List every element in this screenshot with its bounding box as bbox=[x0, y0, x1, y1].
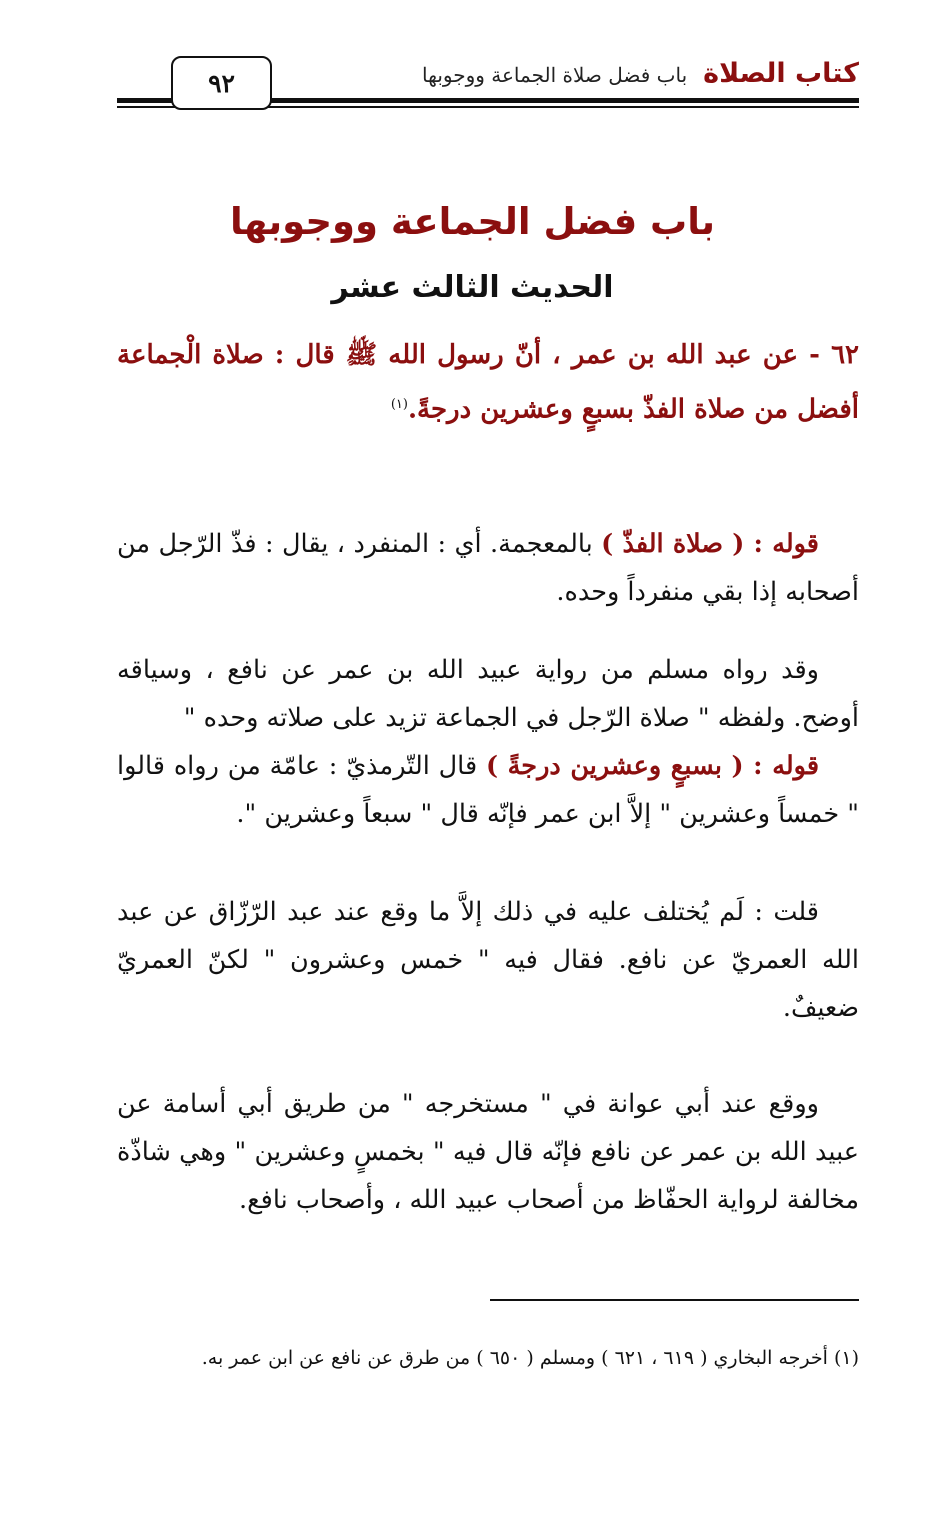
hadith-body: ٦٢ - عن عبد الله بن عمر ، أنّ رسول الله ﷺ قال : صلاة الْجماعة أفضل من صلاة الفذّ بسبعٍ وعشرين درجةً. bbox=[117, 340, 859, 425]
footnote: (١) أخرجه البخاري ( ٦١٩ ، ٦٢١ ) ومسلم ( ٦٥٠ ) من طرق عن نافع عن ابن عمر به. bbox=[201, 1347, 859, 1369]
paragraph-text: قلت : لَم يُختلف عليه في ذلك إلاَّ ما وقع عند عبد الرّزّاق عن عبد الله العمريّ عن نافع. فقال فيه " خمس وعشرون " لكنّ العمريّ ضعيفٌ. bbox=[117, 897, 859, 1023]
commentary-paragraph bbox=[117, 646, 859, 742]
hadith-text bbox=[117, 330, 859, 435]
running-chapter-title: باب فضل صلاة الجماعة ووجوبها bbox=[422, 63, 688, 87]
footnote-reference: (١) bbox=[390, 397, 408, 412]
paragraph-text: قال التّرمذيّ : عامّة من رواه قالوا " خمساً وعشرين " إلاَّ ابن عمر فإنّه قال " سبعاً وعشرين ". bbox=[117, 751, 859, 829]
page-number: ٩٢ bbox=[171, 56, 272, 110]
paragraph-text: ووقع عند أبي عوانة في " مستخرجه " من طريق أبي أسامة عن عبيد الله بن عمر عن نافع فإنّه قال فيه " بخمسٍ وعشرين " وهي شاذّة مخالفة لرواية الحفّاظ من أصحاب عبيد الله ، وأصحاب نافع. bbox=[117, 1089, 859, 1215]
hadith-heading: الحديث الثالث عشر bbox=[331, 270, 614, 305]
paragraph-lead: قوله : ( صلاة الفذّ ) bbox=[601, 529, 819, 559]
paragraph-lead: قوله : ( بسبعٍ وعشرين درجةً ) bbox=[485, 751, 820, 781]
paragraph-text: بالمعجمة. أي : المنفرد ، يقال : فذّ الرّجل من أصحابه إذا بقي منفرداً وحده. bbox=[117, 529, 859, 607]
commentary-paragraph bbox=[117, 888, 859, 1032]
running-header bbox=[422, 58, 859, 89]
commentary-paragraph bbox=[117, 1080, 859, 1224]
commentary-paragraph bbox=[117, 742, 859, 838]
commentary-paragraph bbox=[117, 520, 859, 616]
chapter-title: باب فضل الجماعة ووجوبها bbox=[229, 200, 716, 243]
footnote-separator bbox=[490, 1299, 859, 1301]
paragraph-text: وقد رواه مسلم من رواية عبيد الله بن عمر عن نافع ، وسياقه أوضح. ولفظه " صلاة الرّجل في الجماعة تزيد على صلاته وحده " bbox=[117, 655, 859, 733]
book-title: كتاب الصلاة bbox=[703, 58, 859, 89]
